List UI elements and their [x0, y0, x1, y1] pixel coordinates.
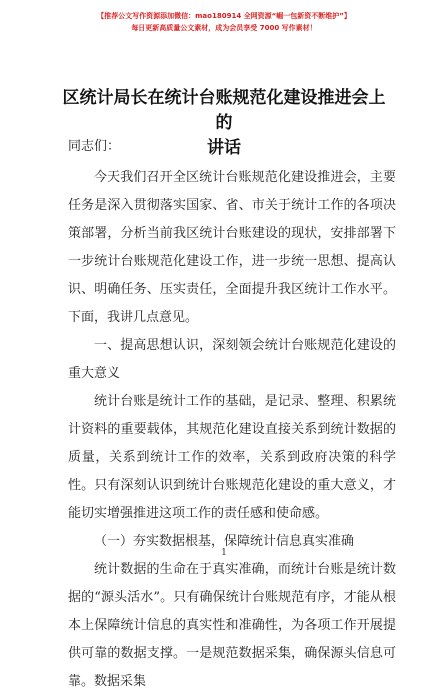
page-number: 1 [221, 548, 227, 558]
section-heading-1: 一、提高思想认识，深刻领会统计台账规范化建设的重大意义 [68, 338, 396, 381]
promo-banner-line1: 【推荐公文写作资源添加微信：mao180914 全网资源“崛一包新资不断维护”】 [97, 12, 351, 20]
salutation: 同志们： [68, 139, 121, 154]
document-body [68, 136, 396, 696]
paragraph-intro: 今天我们召开全区统计台账规范化建设推进会，主要任务是深入贯彻落实国家、省、市关于统计工作的各项决策部署，分析当前我区统计台账建设的现状，安排部署下一步统计台账规范化建设工作，进一步统一思想、提高认识、明确任务、压实责任，全面提升我区统计工作水平。下面，我讲几点意见。 [68, 170, 396, 325]
document-title-line2: 讲话 [207, 138, 241, 158]
promo-banner-line2: 每日更新高质量公文素材，成为会员享受 7000 写作素材！ [131, 24, 317, 32]
subsection-heading-1: （一）夯实数据根基，保障统计信息真实准确 [94, 534, 355, 549]
promo-banner [0, 10, 448, 34]
paragraph-subsection-1: 统计数据的生命在于真实准确，而统计台账是统计数据的“源头活水”。只有确保统计台账规范有序，才能从根本上保障统计信息的真实性和准确性，为各项工作开展提供可靠的数据支撑。一是规范数据采集，确保源头信息可靠。数据采集 [68, 562, 396, 689]
document-title-line1: 区统计局长在统计台账规范化建设推进会上的 [62, 88, 386, 133]
paragraph-section-1: 统计台账是统计工作的基础，是记录、整理、积累统计资料的重要载体，其规范化建设直接关系到统计数据的质量，关系到统计工作的效率，关系到政府决策的科学性。只有深刻认识到统计台账规范化建设的重大意义，才能切实增强推进这项工作的责任感和使命感。 [68, 394, 396, 521]
